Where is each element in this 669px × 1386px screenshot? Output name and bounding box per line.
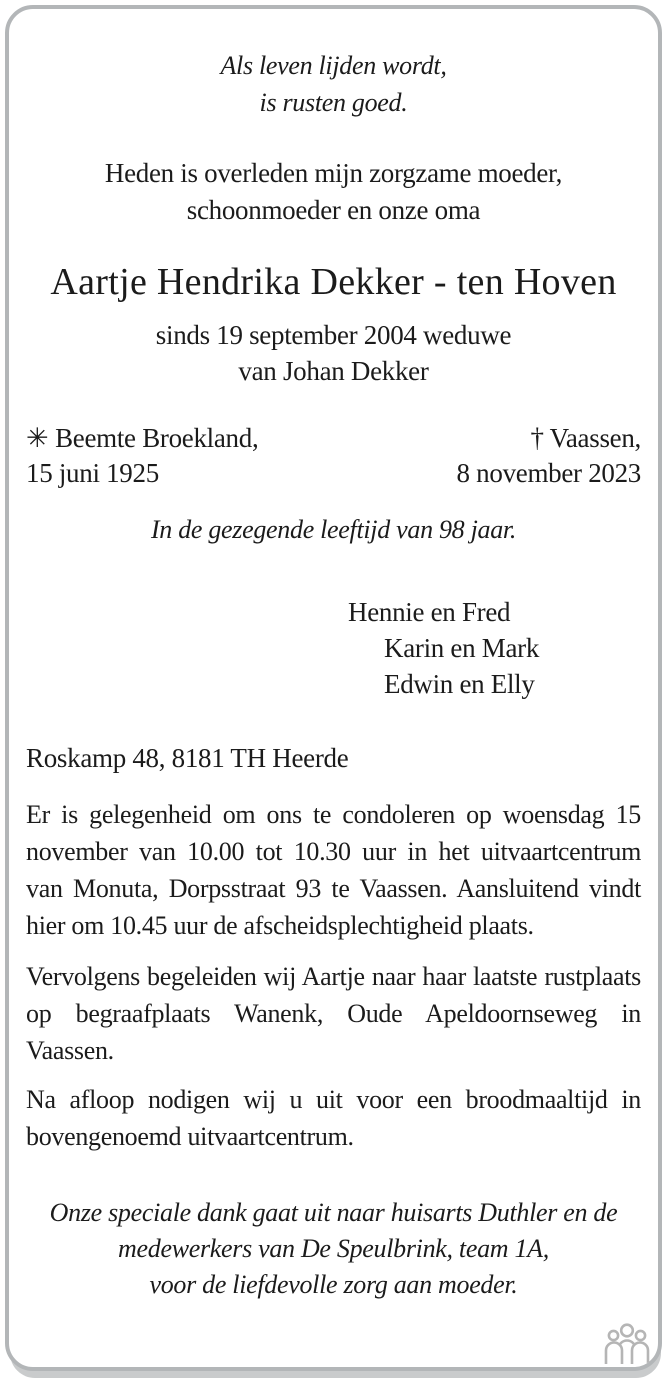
widow-info (26, 317, 641, 389)
birth-star-icon: ✳ (26, 423, 49, 453)
announcement-line-1: Heden is overleden mijn zorgzame moeder, (104, 158, 563, 188)
meal-paragraph: Na afloop nodigen wij u uit voor een broodmaaltijd in bovengenoemd uitvaartcentrum. (26, 1085, 641, 1151)
death-info (457, 421, 641, 491)
condolence-paragraph: Er is gelegenheid om ons te condoleren op woensdag 15 november van 10.00 tot 10.30 uur in het uitvaartcentrum van Monuta, Dorpsstraat 93 te Vaassen. Aansluitend vindt hier om 10.45 uur de afscheidsplechtigheid plaats. (26, 800, 641, 940)
burial-paragraph: Vervolgens begeleiden wij Aartje naar haar laatste rustplaats op begraafplaats Wanenk, Oude Apeldoornseweg in Vaassen. (26, 962, 641, 1065)
thanks-note (26, 1195, 641, 1303)
birth-date: 15 juni 1925 (26, 458, 159, 488)
widow-line-1: sinds 19 september 2004 weduwe (155, 320, 512, 350)
announcement (26, 155, 641, 229)
epigraph-line-1: Als leven lijden wordt, (220, 51, 447, 80)
family-name-line: Hennie en Fred (348, 597, 511, 627)
obituary-card (5, 5, 662, 1371)
family-name-line: Edwin en Elly (384, 669, 535, 699)
birth-death-row (26, 421, 641, 491)
thanks-line-1: Onze speciale dank gaat uit naar huisarts Duthler en de (49, 1198, 618, 1227)
birth-place: Beemte Broekland, (55, 423, 259, 453)
family-name-line: Karin en Mark (384, 633, 540, 663)
epigraph-line-2: is rusten goed. (259, 88, 408, 117)
address-line: Roskamp 48, 8181 TH Heerde (26, 743, 349, 773)
death-date: 8 november 2023 (456, 458, 641, 488)
death-place: Vaassen, (549, 423, 641, 453)
widow-line-2: van Johan Dekker (238, 356, 429, 386)
deceased-name: Aartje Hendrika Dekker - ten Hoven (50, 261, 617, 303)
thanks-line-2: medewerkers van De Speulbrink, team 1A, (118, 1234, 549, 1263)
three-people-logo-icon (604, 1323, 650, 1365)
family-names (348, 594, 641, 702)
death-cross-icon: † (530, 423, 544, 453)
epigraph (26, 47, 641, 121)
death-place-line (457, 421, 641, 456)
thanks-line-3: voor de liefdevolle zorg aan moeder. (149, 1270, 518, 1299)
age-line: In de gezegende leeftijd van 98 jaar. (150, 515, 517, 544)
birth-info (26, 421, 258, 491)
announcement-line-2: schoonmoeder en onze oma (186, 195, 481, 225)
birth-place-line (26, 421, 258, 456)
